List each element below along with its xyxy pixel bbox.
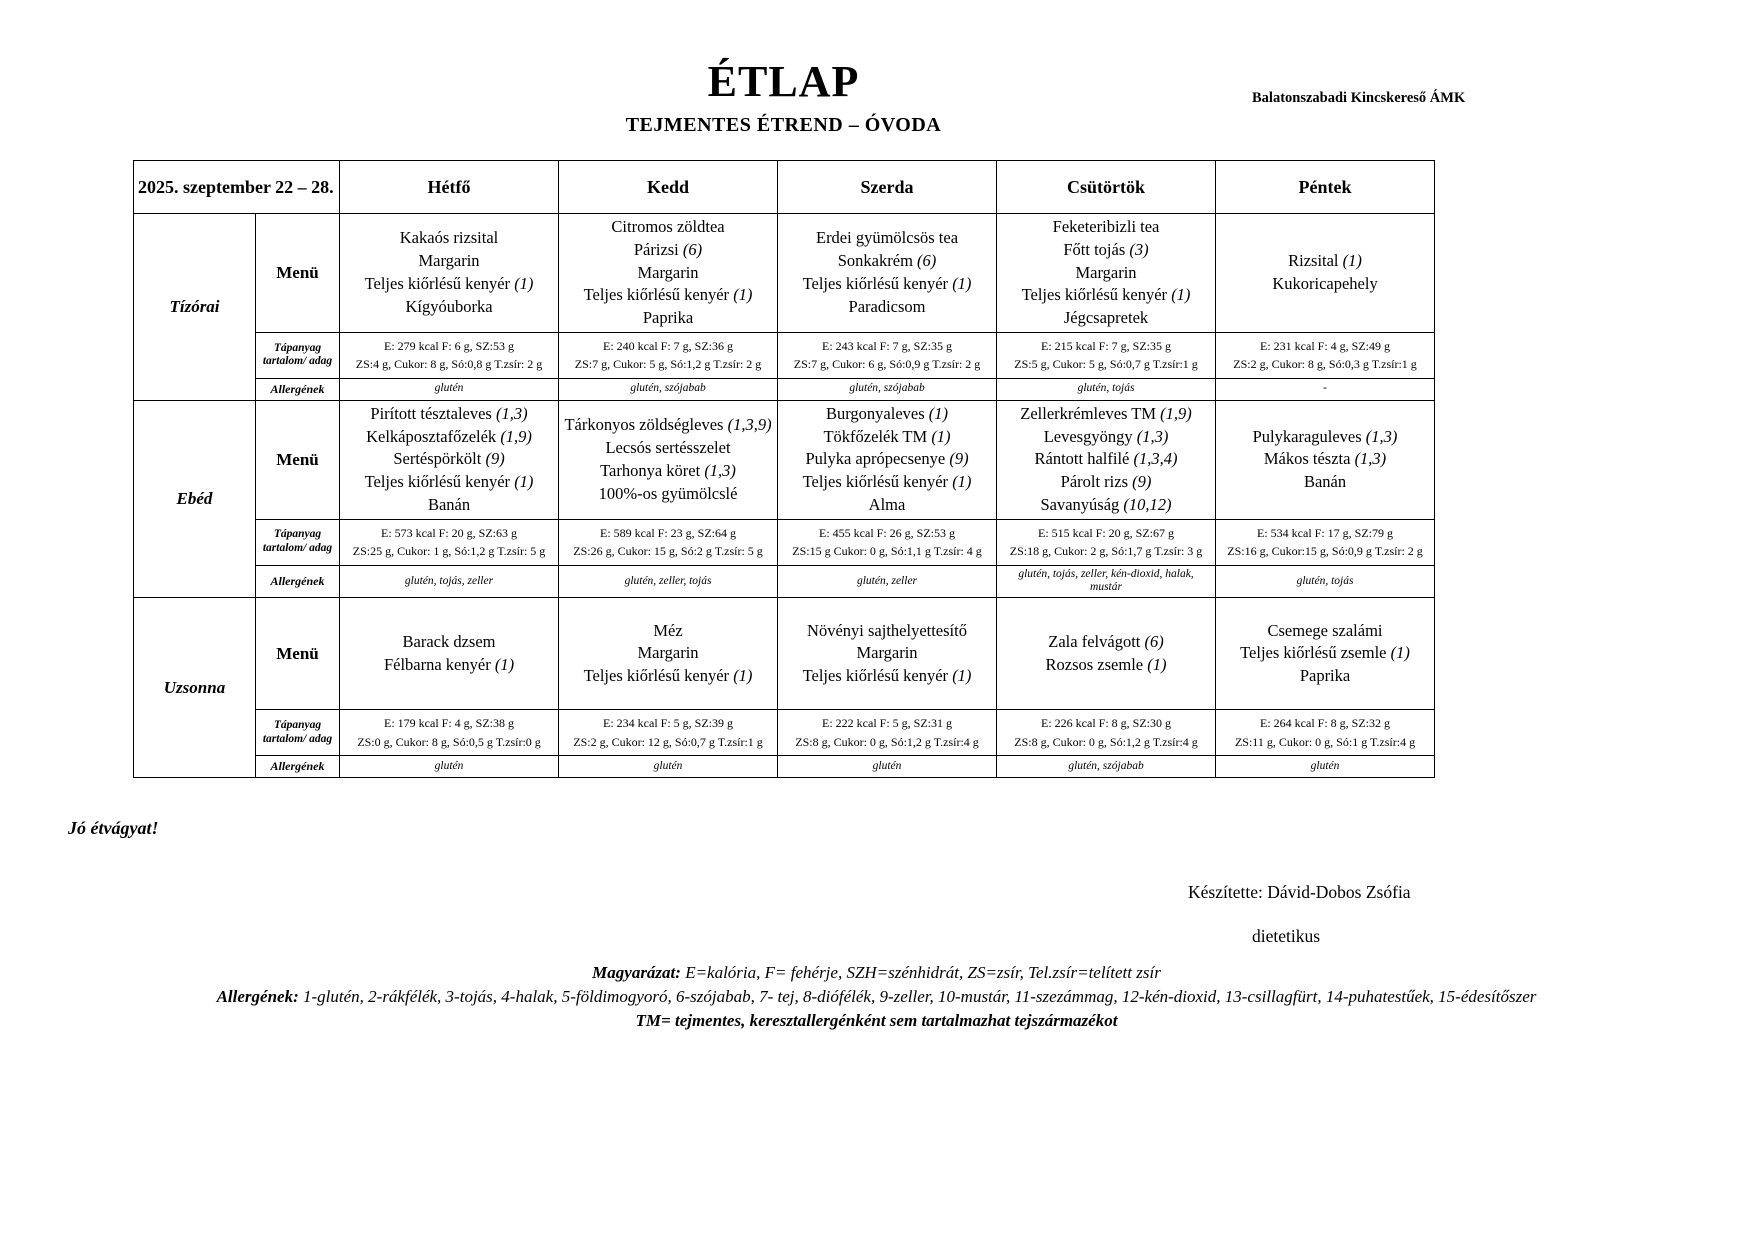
allergen-cell-day-4: glutén, szójabab: [997, 756, 1216, 778]
legend-tm-line: TM= tejmentes, keresztallergénként sem tartalmazhat tejszármazékot: [635, 1011, 1118, 1031]
menu-cell-day-3: Erdei gyümölcsös tea Sonkakrém (6) Teljes kiőrlésű kenyér (1) Paradicsom: [778, 214, 997, 333]
week-label: 2025. szeptember 22 – 28.: [134, 161, 340, 214]
nutrition-cell-day-3: E: 455 kcal F: 26 g, SZ:53 g ZS:15 g Cukor: 0 g, Só:1,1 g T.zsír: 4 g: [778, 519, 997, 565]
menu-cell-day-4: Zala felvágott (6) Rozsos zsemle (1): [997, 598, 1216, 710]
weekly-menu-table: [133, 160, 1435, 778]
made-by-text: Készítette: Dávid-Dobos Zsófia: [1188, 882, 1411, 902]
allergen-cell-day-5: -: [1216, 378, 1435, 400]
allergen-cell-day-2: glutén, szójabab: [559, 378, 778, 400]
allergen-row-Tízórai: [134, 378, 1435, 400]
menu-cell-day-1: Pirított tésztaleves (1,3) Kelkáposztafőzelék (1,9) Sertéspörkölt (9) Teljes kiőrlésű kenyér (1) Banán: [340, 400, 559, 519]
nutrition-cell-day-2: E: 234 kcal F: 5 g, SZ:39 g ZS:2 g, Cukor: 12 g, Só:0,7 g T.zsír:1 g: [559, 710, 778, 756]
nutrition-cell-day-2: E: 589 kcal F: 23 g, SZ:64 g ZS:26 g, Cukor: 15 g, Só:2 g T.zsír: 5 g: [559, 519, 778, 565]
menu-cell-day-5: Csemege szalámi Teljes kiőrlésű zsemle (1) Paprika: [1216, 598, 1435, 710]
menu-row-Uzsonna: [134, 598, 1435, 710]
nutrition-cell-day-3: E: 222 kcal F: 5 g, SZ:31 g ZS:8 g, Cukor: 0 g, Só:1,2 g T.zsír:4 g: [778, 710, 997, 756]
allergen-cell-day-3: glutén: [778, 756, 997, 778]
section-name-cell: Tízórai: [134, 214, 256, 401]
nutrition-row-Uzsonna: [134, 710, 1435, 756]
menu-cell-day-2: Tárkonyos zöldségleves (1,3,9) Lecsós sertésszelet Tarhonya köret (1,3) 100%-os gyümölcslé: [559, 400, 778, 519]
menu-cell-day-3: Burgonyaleves (1) Tökfőzelék TM (1) Pulyka aprópecsenye (9) Teljes kiőrlésű kenyér (1) Alma: [778, 400, 997, 519]
dietician-text: dietetikus: [1252, 926, 1321, 946]
menu-cell-day-2: Citromos zöldtea Párizsi (6) Margarin Teljes kiőrlésű kenyér (1) Paprika: [559, 214, 778, 333]
section-name-cell: Ebéd: [134, 400, 256, 597]
menu-table-body: [134, 214, 1435, 778]
menu-cell-day-4: Zellerkrémleves TM (1,9) Levesgyöngy (1,3) Rántott halfilé (1,3,4) Párolt rizs (9) Savanyúság (10,12): [997, 400, 1216, 519]
nutrition-cell-day-4: E: 226 kcal F: 8 g, SZ:30 g ZS:8 g, Cukor: 0 g, Só:1,2 g T.zsír:4 g: [997, 710, 1216, 756]
row-label-allergens: Allergének: [256, 756, 340, 778]
row-label-nutrition: Tápanyag tartalom/ adag: [256, 519, 340, 565]
row-label-menu: Menü: [256, 214, 340, 333]
nutrition-cell-day-5: E: 231 kcal F: 4 g, SZ:49 g ZS:2 g, Cukor: 8 g, Só:0,3 g T.zsír:1 g: [1216, 332, 1435, 378]
row-label-menu: Menü: [256, 598, 340, 710]
section-name-cell: Uzsonna: [134, 598, 256, 778]
document-header: [133, 58, 1434, 137]
allergen-cell-day-5: glutén: [1216, 756, 1435, 778]
nutrition-row-Ebéd: [134, 519, 1435, 565]
legend-allergens-text: 1-glutén, 2-rákfélék, 3-tojás, 4-halak, 5-földimogyoró, 6-szójabab, 7- tej, 8-diófélék, 9-zeller, 10-mustár, 11-szezámmag, 12-kén-dioxid, 13-csillagfürt, 14-puhatestűek, 15-édesítőszer: [303, 987, 1537, 1007]
menu-cell-day-5: Rizsital (1) Kukoricapehely: [1216, 214, 1435, 333]
menu-row-Ebéd: [134, 400, 1435, 519]
legend-block: [0, 962, 1753, 1034]
legend-allergens-label: Allergének:: [216, 987, 299, 1007]
allergen-row-Uzsonna: [134, 756, 1435, 778]
row-label-allergens: Allergének: [256, 378, 340, 400]
row-label-menu: Menü: [256, 400, 340, 519]
allergen-cell-day-2: glutén: [559, 756, 778, 778]
allergen-cell-day-4: glutén, tojás, zeller, kén-dioxid, halak, mustár: [997, 565, 1216, 598]
nutrition-cell-day-1: E: 179 kcal F: 4 g, SZ:38 g ZS:0 g, Cukor: 8 g, Só:0,5 g T.zsír:0 g: [340, 710, 559, 756]
row-label-nutrition: Tápanyag tartalom/ adag: [256, 332, 340, 378]
legend-explanation-text: E=kalória, F= fehérje, SZH=szénhidrát, ZS=zsír, Tel.zsír=telített zsír: [685, 963, 1161, 982]
allergen-cell-day-5: glutén, tojás: [1216, 565, 1435, 598]
legend-explanation-line: [90, 962, 1663, 984]
menu-cell-day-1: Kakaós rizsital Margarin Teljes kiőrlésű kenyér (1) Kígyóuborka: [340, 214, 559, 333]
nutrition-cell-day-4: E: 215 kcal F: 7 g, SZ:35 g ZS:5 g, Cukor: 5 g, Só:0,7 g T.zsír:1 g: [997, 332, 1216, 378]
allergen-cell-day-1: glutén, tojás, zeller: [340, 565, 559, 598]
nutrition-cell-day-5: E: 264 kcal F: 8 g, SZ:32 g ZS:11 g, Cukor: 0 g, Só:1 g T.zsír:4 g: [1216, 710, 1435, 756]
menu-cell-day-5: Pulykaraguleves (1,3) Mákos tészta (1,3) Banán: [1216, 400, 1435, 519]
allergen-cell-day-4: glutén, tojás: [997, 378, 1216, 400]
allergen-cell-day-2: glutén, zeller, tojás: [559, 565, 778, 598]
allergen-cell-day-1: glutén: [340, 378, 559, 400]
nutrition-cell-day-3: E: 243 kcal F: 7 g, SZ:35 g ZS:7 g, Cukor: 6 g, Só:0,9 g T.zsír: 2 g: [778, 332, 997, 378]
allergen-cell-day-3: glutén, szójabab: [778, 378, 997, 400]
nutrition-row-Tízórai: [134, 332, 1435, 378]
menu-cell-day-4: Feketeribizli tea Főtt tojás (3) Margarin Teljes kiőrlésű kenyér (1) Jégcsapretek: [997, 214, 1216, 333]
row-label-allergens: Allergének: [256, 565, 340, 598]
allergen-cell-day-1: glutén: [340, 756, 559, 778]
page-subtitle: TEJMENTES ÉTREND – ÓVODA: [625, 114, 942, 137]
legend-explanation-label: Magyarázat:: [592, 963, 681, 982]
nutrition-cell-day-4: E: 515 kcal F: 20 g, SZ:67 g ZS:18 g, Cukor: 2 g, Só:1,7 g T.zsír: 3 g: [997, 519, 1216, 565]
table-header-row: [134, 161, 1435, 214]
nutrition-cell-day-1: E: 573 kcal F: 20 g, SZ:63 g ZS:25 g, Cukor: 1 g, Só:1,2 g T.zsír: 5 g: [340, 519, 559, 565]
allergen-row-Ebéd: [134, 565, 1435, 598]
page-title: ÉTLAP: [707, 57, 860, 106]
nutrition-cell-day-5: E: 534 kcal F: 17 g, SZ:79 g ZS:16 g, Cukor:15 g, Só:0,9 g T.zsír: 2 g: [1216, 519, 1435, 565]
nutrition-cell-day-2: E: 240 kcal F: 7 g, SZ:36 g ZS:7 g, Cukor: 5 g, Só:1,2 g T.zsír: 2 g: [559, 332, 778, 378]
legend-allergens-line: [90, 986, 1663, 1008]
menu-cell-day-3: Növényi sajthelyettesítő Margarin Teljes kiőrlésű kenyér (1): [778, 598, 997, 710]
day-header-5: Péntek: [1216, 161, 1435, 214]
day-header-1: Hétfő: [340, 161, 559, 214]
allergen-cell-day-3: glutén, zeller: [778, 565, 997, 598]
bon-appetit-text: Jó étvágyat!: [68, 818, 159, 838]
menu-row-Tízórai: [134, 214, 1435, 333]
day-header-2: Kedd: [559, 161, 778, 214]
nutrition-cell-day-1: E: 279 kcal F: 6 g, SZ:53 g ZS:4 g, Cukor: 8 g, Só:0,8 g T.zsír: 2 g: [340, 332, 559, 378]
menu-cell-day-2: Méz Margarin Teljes kiőrlésű kenyér (1): [559, 598, 778, 710]
organization-name: Balatonszabadi Kincskereső ÁMK: [1252, 90, 1466, 106]
day-header-3: Szerda: [778, 161, 997, 214]
menu-cell-day-1: Barack dzsem Félbarna kenyér (1): [340, 598, 559, 710]
row-label-nutrition: Tápanyag tartalom/ adag: [256, 710, 340, 756]
day-header-4: Csütörtök: [997, 161, 1216, 214]
